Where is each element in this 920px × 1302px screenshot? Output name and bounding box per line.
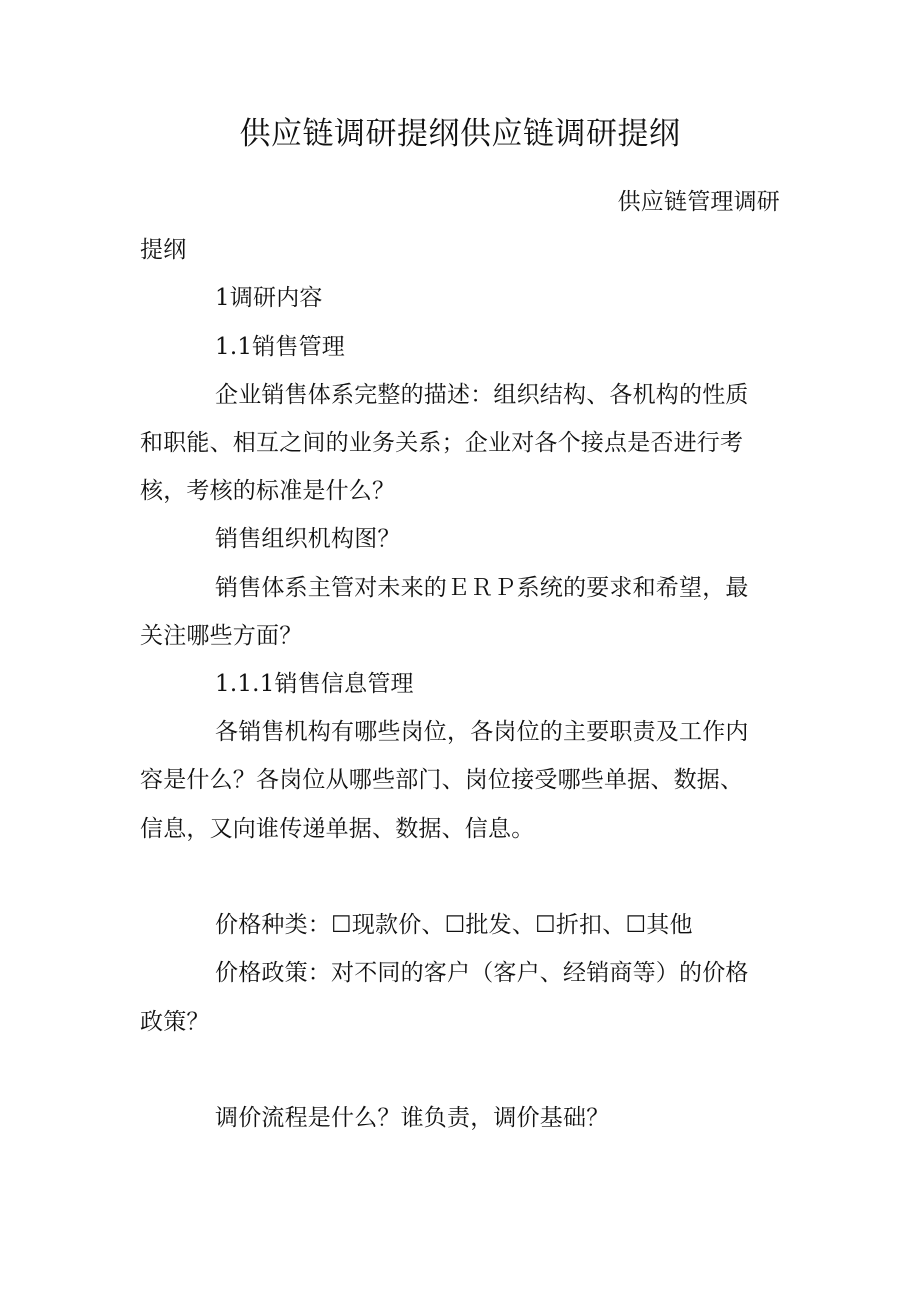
section-heading-1: 1调研内容 bbox=[215, 285, 323, 311]
paragraph-line: 容是什么？各岗位从哪些部门、岗位接受哪些单据、数据、 bbox=[140, 767, 744, 793]
document-title: 供应链调研提纲供应链调研提纲 bbox=[239, 116, 681, 152]
paragraph-line: 价格政策：对不同的客户（客户、经销商等）的价格 bbox=[215, 960, 749, 986]
subtitle-line: 供应链管理调研 bbox=[617, 189, 780, 215]
paragraph-line: 和职能、相互之间的业务关系；企业对各个接点是否进行考 bbox=[140, 430, 744, 456]
paragraph-line: 销售组织机构图？ bbox=[215, 526, 401, 552]
paragraph-line: 核，考核的标准是什么？ bbox=[140, 478, 396, 504]
paragraph-line: 各销售机构有哪些岗位，各岗位的主要职责及工作内 bbox=[215, 719, 749, 745]
section-heading-1-1: 1.1销售管理 bbox=[215, 334, 345, 360]
price-types-line: 价格种类：☐现款价、☐批发、☐折扣、☐其他 bbox=[215, 912, 693, 938]
paragraph-line: 销售体系主管对未来的ＥＲＰ系统的要求和希望，最 bbox=[215, 575, 749, 601]
paragraph-line: 信息，又向谁传递单据、数据、信息。 bbox=[140, 816, 535, 842]
paragraph-line: 企业销售体系完整的描述：组织结构、各机构的性质 bbox=[215, 382, 749, 408]
paragraph-line: 关注哪些方面？ bbox=[140, 623, 303, 649]
subtitle-continuation: 提纲 bbox=[140, 237, 187, 263]
section-heading-1-1-1: 1.1.1销售信息管理 bbox=[215, 671, 414, 697]
paragraph-line: 政策？ bbox=[140, 1009, 210, 1035]
paragraph-line: 调价流程是什么？谁负责，调价基础？ bbox=[215, 1105, 610, 1131]
